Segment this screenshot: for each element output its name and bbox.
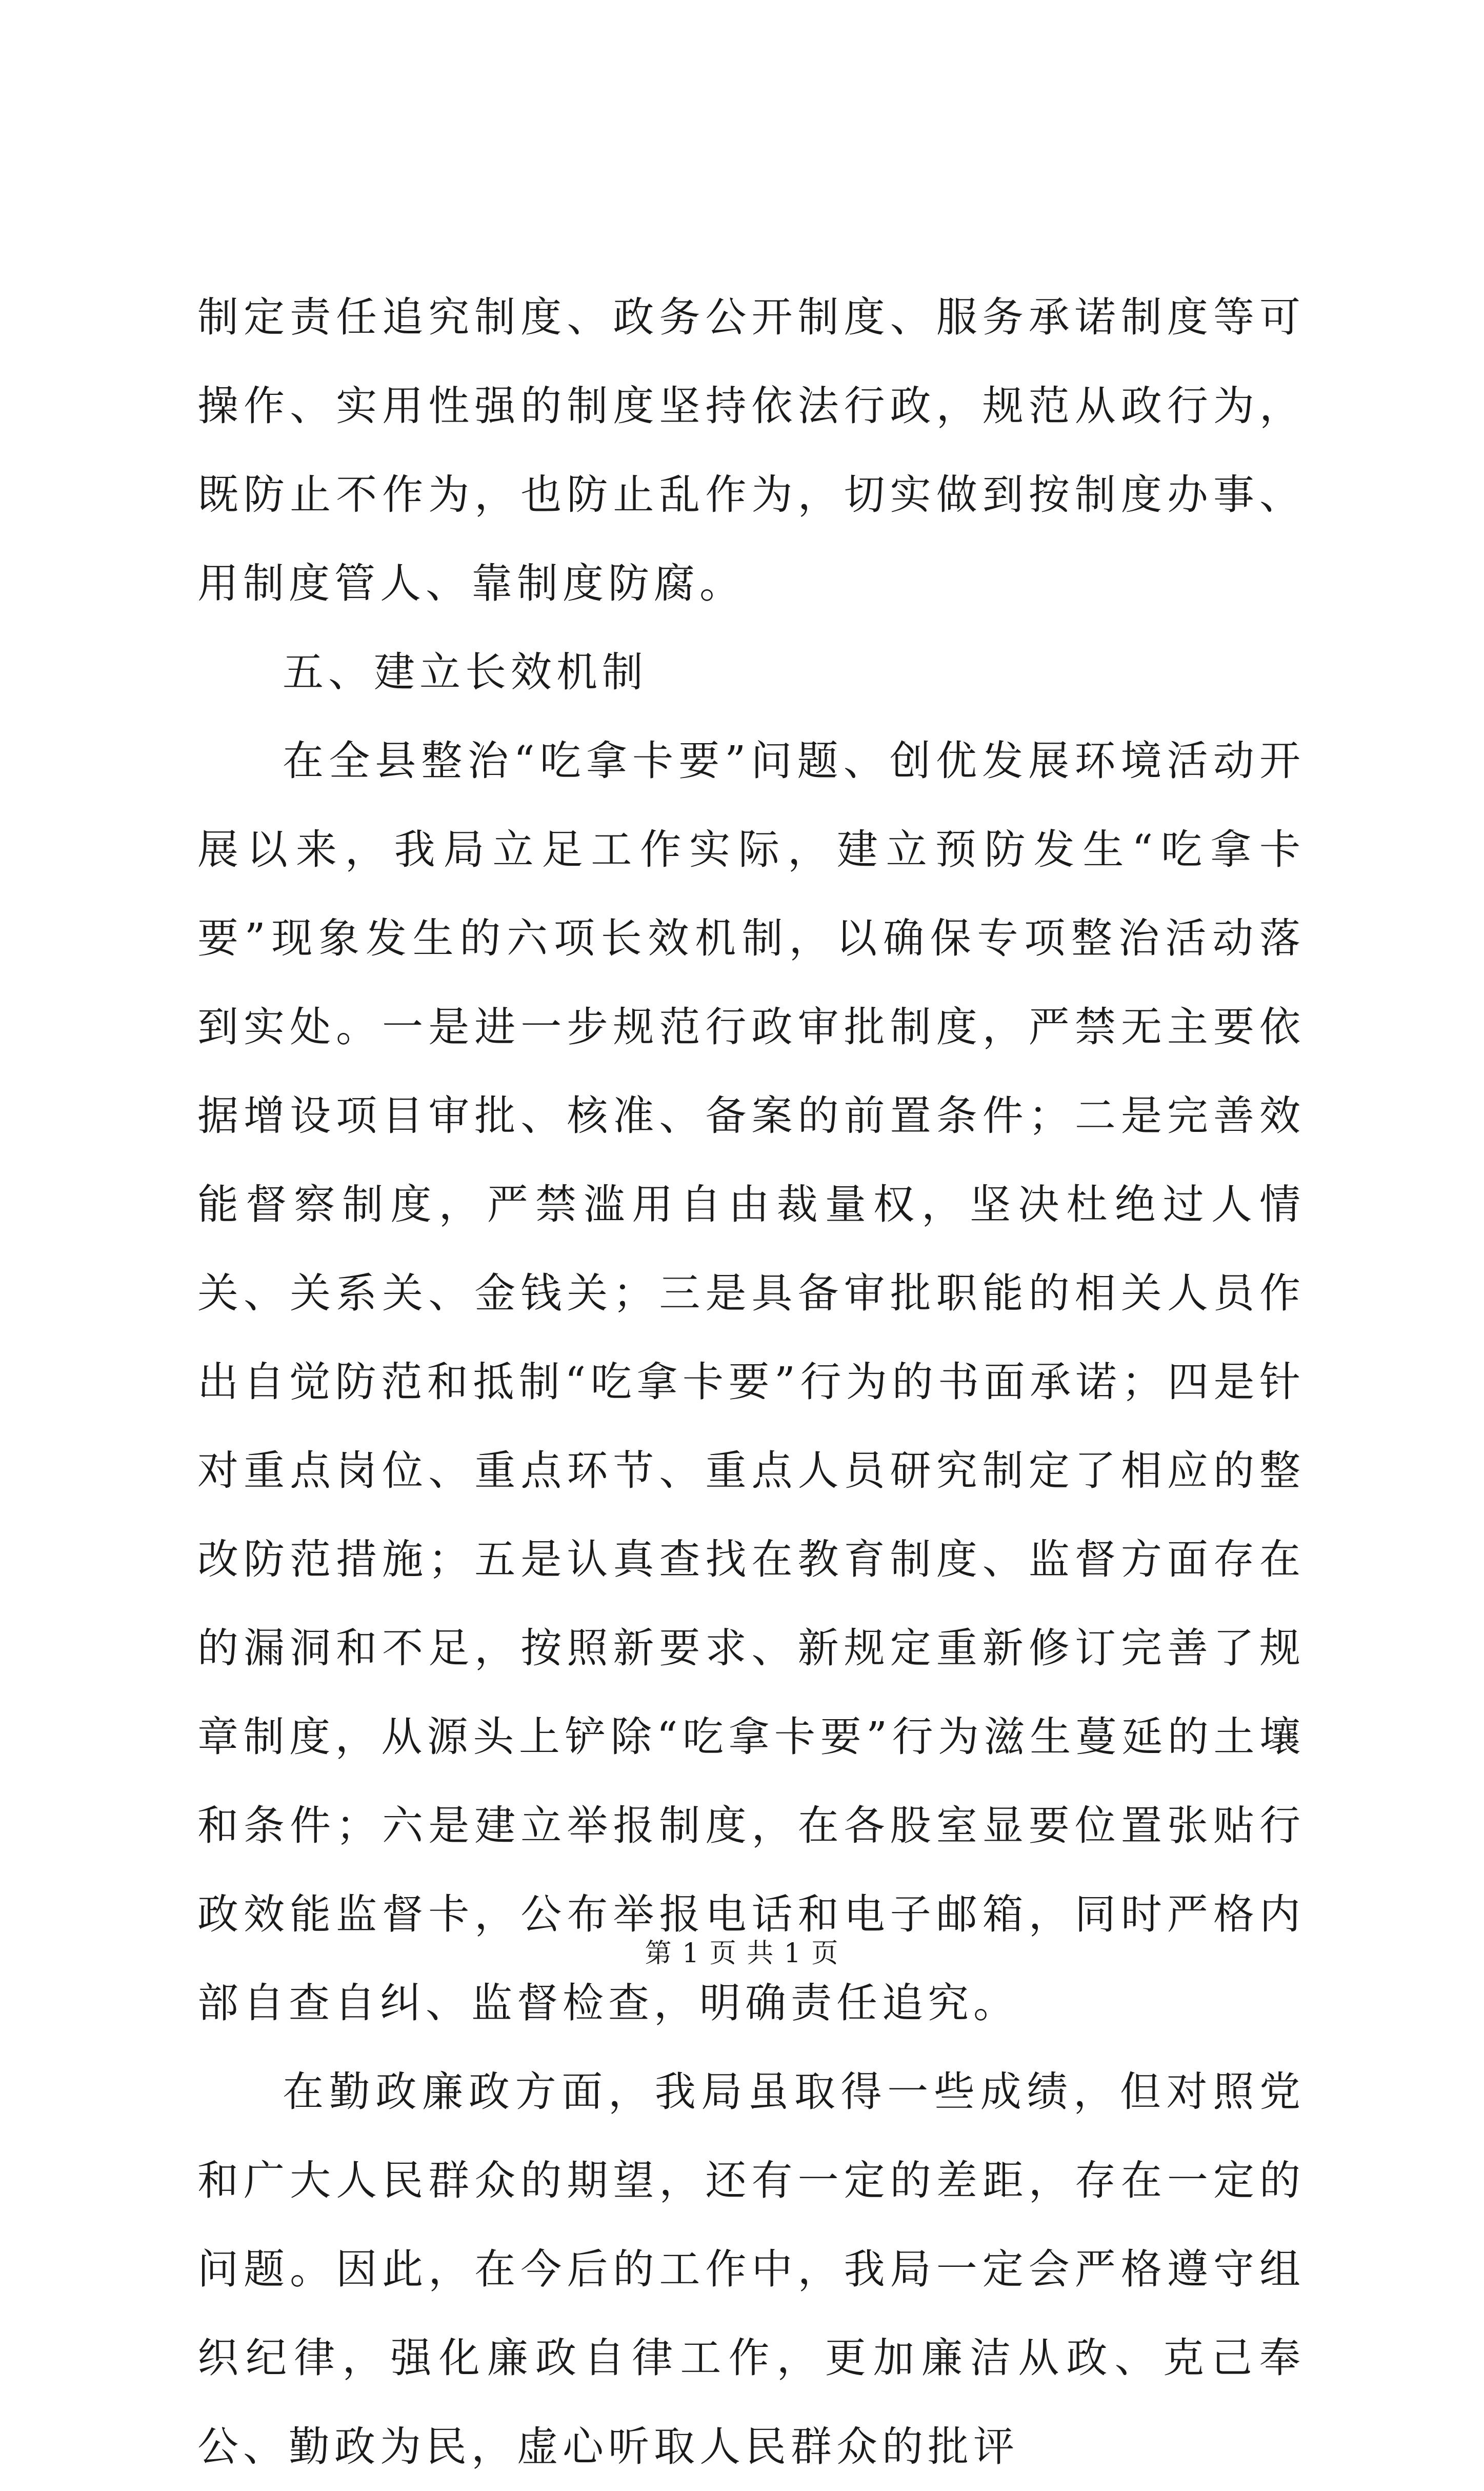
paragraph-1: 制定责任追究制度、政务公开制度、服务承诺制度等可操作、实用性强的制度坚持依法行政，规范从政行为，既防止不作为，也防止乱作为，切实做到按制度办事、用制度管人、靠制度防腐。 <box>197 293 1305 607</box>
paragraph-4: 在勤政廉政方面，我局虽取得一些成绩，但对照党和广大人民群众的期望，还有一定的差距，存在一定的问题。因此，在今后的工作中，我局一定会严格遵守组织纪律，强化廉政自律工作，更加廉洁从政、克己奉公、勤政为民，虚心听取人民群众的批评 <box>197 2068 1305 2470</box>
page-footer: 第 1 页 共 1 页 <box>645 1938 839 1969</box>
paragraph-3: 在全县整治“吃拿卡要”问题、创优发展环境活动开展以来，我局立足工作实际，建立预防发生“吃拿卡要”现象发生的六项长效机制，以确保专项整治活动落到实处。一是进一步规范行政审批制度，严禁无主要依据增设项目审批、核准、备案的前置条件；二是完善效能督察制度，严禁滥用自由裁量权，坚决杜绝过人情关、关系关、金钱关；三是具备审批职能的相关人员作出自觉防范和抵制“吃拿卡要”行为的书面承诺；四是针对重点岗位、重点环节、重点人员研究制定了相应的整改防范措施；五是认真查找在教育制度、监督方面存在的漏洞和不足，按照新要求、新规定重新修订完善了规章制度，从源头上铲除“吃拿卡要”行为滋生蔓延的土壤和条件；六是建立举报制度，在各股室显要位置张贴行政效能监督卡，公布举报电话和电子邮箱，同时严格内部自查自纠、监督检查，明确责任追究。 <box>197 737 1305 2027</box>
document-body <box>197 273 1305 2491</box>
section-heading-5: 五、建立长效机制 <box>283 648 648 696</box>
